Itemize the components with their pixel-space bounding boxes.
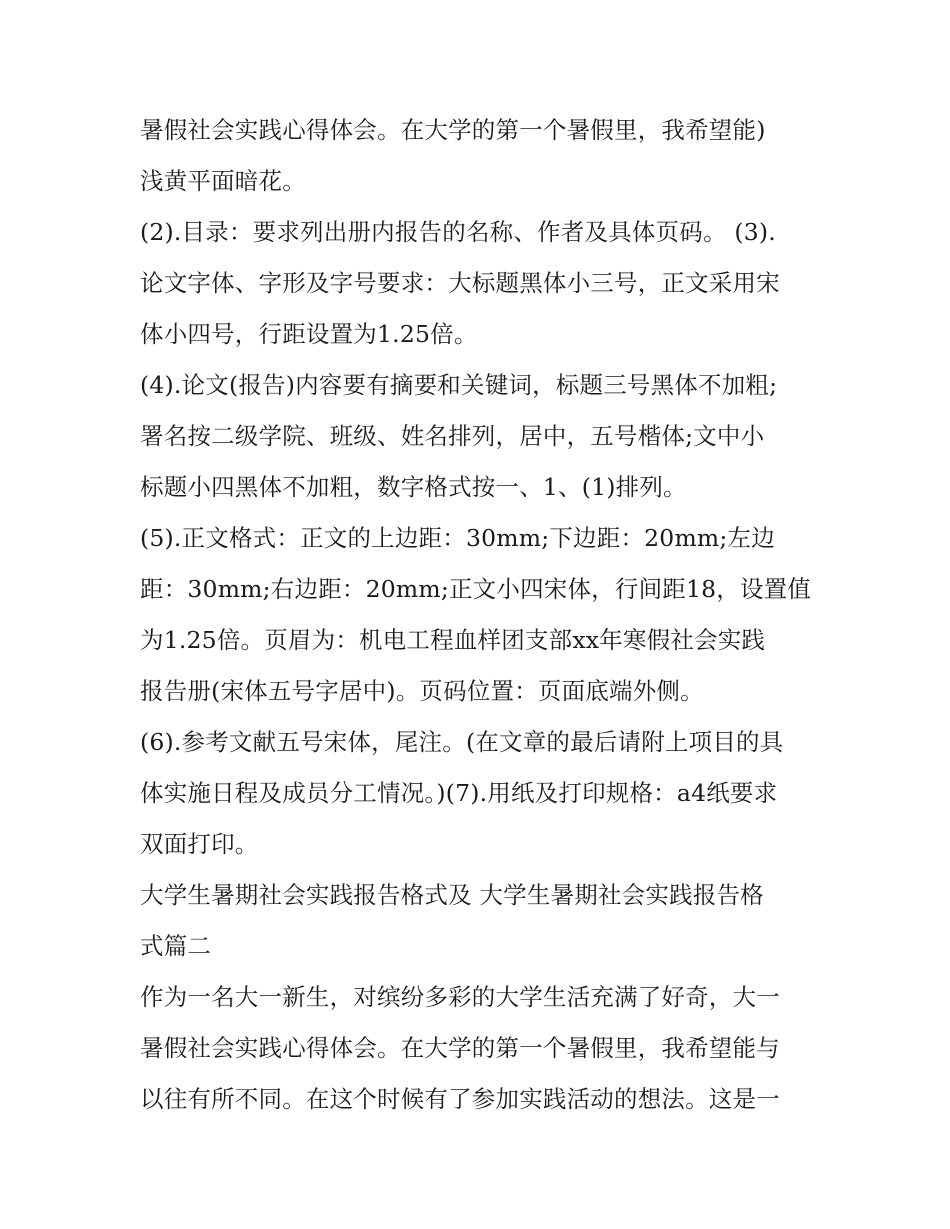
- text-line: 浅黄平面暗花。: [140, 167, 306, 195]
- text-line: (5).正文格式：正文的上边距：30mm;下边距：20mm;左边: [140, 524, 775, 552]
- text-line: (4).论文(报告)内容要有摘要和关键词，标题三号黑体不加粗;: [140, 371, 778, 399]
- text-line: 双面打印。: [140, 830, 259, 858]
- text-line: 距：30mm;右边距：20mm;正文小四宋体，行间距18，设置值: [140, 575, 812, 603]
- text-line: 体小四号，行距设置为1.25倍。: [140, 320, 478, 348]
- text-line: 体实施日程及成员分工情况。)(7).用纸及打印规格：a4纸要求: [140, 779, 778, 807]
- text-line: 为1.25倍。页眉为：机电工程血样团支部xx年寒假社会实践: [140, 626, 766, 654]
- text-line: 报告册(宋体五号字居中)。页码位置：页面底端外侧。: [140, 677, 704, 705]
- document-body: [140, 105, 820, 1125]
- text-line: 以往有所不同。在这个时候有了参加实践活动的想法。这是一: [140, 1085, 780, 1113]
- text-line: 论文字体、字形及字号要求：大标题黑体小三号，正文采用宋: [140, 269, 780, 297]
- text-line: 署名按二级学院、班级、姓名排列，居中，五号楷体;文中小: [140, 422, 765, 450]
- section-heading-line: 大学生暑期社会实践报告格式及 大学生暑期社会实践报告格: [140, 881, 764, 909]
- text-line: (2).目录：要求列出册内报告的名称、作者及具体页码。 (3).: [140, 218, 776, 246]
- text-line: 标题小四黑体不加粗，数字格式按一、1、(1)排列。: [140, 473, 687, 501]
- section-heading-line: 式篇二: [140, 932, 212, 960]
- text-line: 暑假社会实践心得体会。在大学的第一个暑假里，我希望能与: [140, 1034, 780, 1062]
- text-line: (6).参考文献五号宋体，尾注。(在文章的最后请附上项目的具: [140, 728, 784, 756]
- text-line: 作为一名大一新生，对缤纷多彩的大学生活充满了好奇，大一: [140, 983, 780, 1011]
- text-line: 暑假社会实践心得体会。在大学的第一个暑假里，我希望能): [140, 116, 766, 144]
